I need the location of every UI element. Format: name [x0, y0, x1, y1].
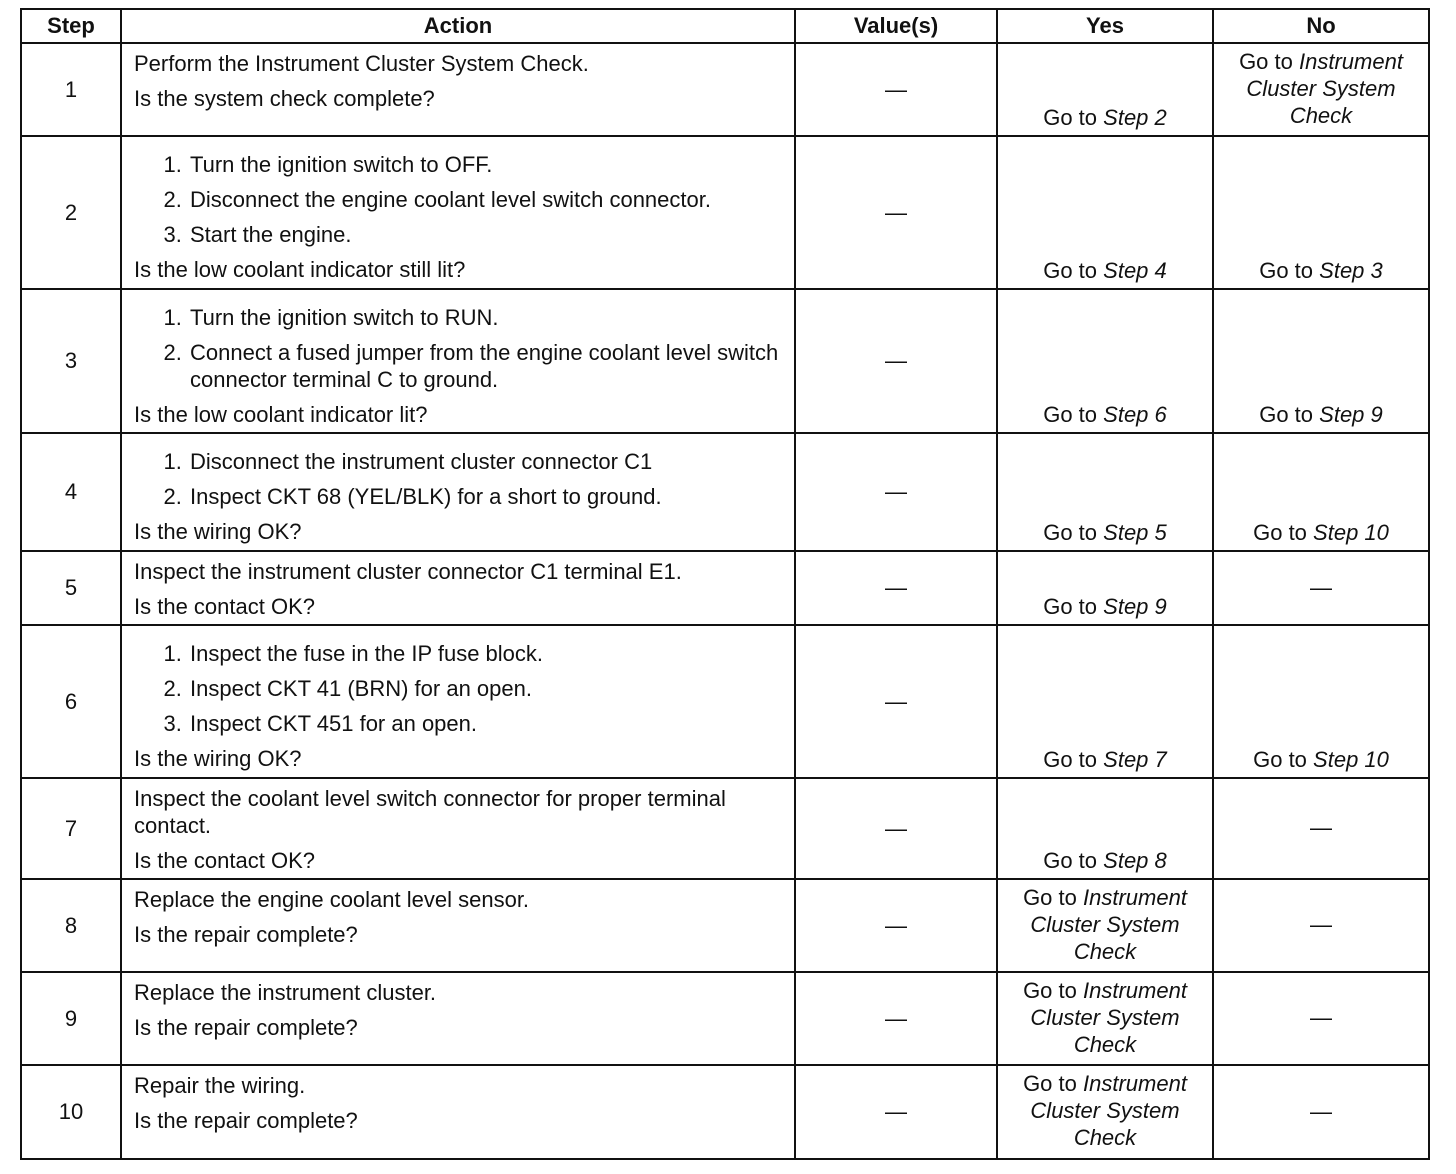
- yes-cell: [997, 972, 1213, 1065]
- action-question: Is the repair complete?: [134, 1108, 358, 1133]
- no-cell: [1213, 625, 1429, 778]
- step-number: 9: [21, 972, 121, 1065]
- step-number: 1: [21, 43, 121, 136]
- value-cell: —: [795, 972, 997, 1065]
- action-text: Replace the instrument cluster.: [134, 980, 437, 1005]
- no-cell: —: [1213, 551, 1429, 625]
- yes-target: Step 4: [1103, 258, 1167, 283]
- action-cell: [121, 433, 795, 551]
- action-text: Inspect the coolant level switch connector for proper terminal contact.: [134, 786, 726, 838]
- action-step: 1. Disconnect the instrument cluster connector C1: [188, 448, 784, 475]
- action-step: 1. Inspect the fuse in the IP fuse block.: [188, 640, 784, 667]
- action-question: Is the contact OK?: [134, 848, 315, 873]
- header-step: Step: [21, 9, 121, 43]
- action-step: 1. Turn the ignition switch to RUN.: [188, 304, 784, 331]
- goto-label: Go to: [1043, 747, 1098, 772]
- action-question: Is the wiring OK?: [134, 519, 302, 544]
- no-cell: [1213, 136, 1429, 289]
- yes-cell: [997, 551, 1213, 625]
- no-cell: —: [1213, 879, 1429, 972]
- yes-cell: [997, 289, 1213, 433]
- header-action: Action: [121, 9, 795, 43]
- step-number: 4: [21, 433, 121, 551]
- header-values: Value(s): [795, 9, 997, 43]
- action-question: Is the repair complete?: [134, 922, 358, 947]
- no-target: Step 3: [1319, 258, 1383, 283]
- no-cell: [1213, 433, 1429, 551]
- no-cell: [1213, 43, 1429, 136]
- goto-label: Go to: [1043, 402, 1098, 427]
- value-cell: —: [795, 1065, 997, 1159]
- step-number: 7: [21, 778, 121, 879]
- step-number: 2: [21, 136, 121, 289]
- goto-label: Go to: [1043, 258, 1098, 283]
- no-target: Instrument Cluster System Check: [1246, 49, 1403, 128]
- table-row: [21, 972, 1429, 1065]
- value-cell: —: [795, 625, 997, 778]
- action-question: Is the system check complete?: [134, 86, 435, 111]
- yes-target: Step 2: [1103, 105, 1167, 130]
- yes-target: Step 6: [1103, 402, 1167, 427]
- action-question: Is the contact OK?: [134, 594, 315, 619]
- table-row: [21, 551, 1429, 625]
- yes-target: Instrument Cluster System Check: [1030, 1071, 1187, 1150]
- action-cell: [121, 551, 795, 625]
- action-step: 2. Connect a fused jumper from the engine coolant level switch connector terminal C to ground.: [188, 339, 784, 393]
- action-cell: [121, 879, 795, 972]
- action-question: Is the low coolant indicator still lit?: [134, 257, 466, 282]
- step-number: 10: [21, 1065, 121, 1159]
- action-steps: [134, 151, 784, 248]
- action-cell: [121, 625, 795, 778]
- goto-label: Go to: [1043, 594, 1098, 619]
- action-text: Repair the wiring.: [134, 1073, 306, 1098]
- action-text: Replace the engine coolant level sensor.: [134, 887, 530, 912]
- action-steps: [134, 640, 784, 737]
- step-number: 3: [21, 289, 121, 433]
- yes-target: Instrument Cluster System Check: [1030, 885, 1187, 964]
- yes-cell: [997, 433, 1213, 551]
- value-cell: —: [795, 778, 997, 879]
- step-number: 6: [21, 625, 121, 778]
- goto-label: Go to: [1023, 978, 1077, 1003]
- goto-label: Go to: [1043, 848, 1098, 873]
- yes-cell: [997, 136, 1213, 289]
- no-cell: —: [1213, 972, 1429, 1065]
- yes-cell: [997, 879, 1213, 972]
- action-steps: [134, 448, 784, 510]
- yes-target: Step 5: [1103, 520, 1167, 545]
- value-cell: —: [795, 551, 997, 625]
- value-cell: —: [795, 43, 997, 136]
- table-row: [21, 136, 1429, 289]
- goto-label: Go to: [1253, 520, 1307, 545]
- goto-label: Go to: [1043, 520, 1098, 545]
- value-cell: —: [795, 289, 997, 433]
- table-row: [21, 43, 1429, 136]
- table-row: [21, 625, 1429, 778]
- action-text: Perform the Instrument Cluster System Check.: [134, 51, 589, 76]
- action-question: Is the repair complete?: [134, 1015, 358, 1040]
- no-target: Step 10: [1313, 520, 1389, 545]
- goto-label: Go to: [1259, 402, 1314, 427]
- goto-label: Go to: [1043, 105, 1098, 130]
- yes-target: Step 7: [1103, 747, 1167, 772]
- table-row: [21, 289, 1429, 433]
- action-cell: [121, 972, 795, 1065]
- action-cell: [121, 1065, 795, 1159]
- yes-cell: [997, 43, 1213, 136]
- action-question: Is the low coolant indicator lit?: [134, 402, 428, 427]
- yes-cell: [997, 778, 1213, 879]
- goto-label: Go to: [1253, 747, 1307, 772]
- action-cell: [121, 43, 795, 136]
- no-target: Step 9: [1319, 402, 1383, 427]
- action-cell: [121, 778, 795, 879]
- action-steps: [134, 304, 784, 393]
- table-row: [21, 433, 1429, 551]
- header-yes: Yes: [997, 9, 1213, 43]
- action-step: 2. Disconnect the engine coolant level switch connector.: [188, 186, 784, 213]
- goto-label: Go to: [1239, 49, 1293, 74]
- step-number: 5: [21, 551, 121, 625]
- action-step: 2. Inspect CKT 68 (YEL/BLK) for a short to ground.: [188, 483, 784, 510]
- action-text: Inspect the instrument cluster connector C1 terminal E1.: [134, 559, 682, 584]
- action-step: 3. Start the engine.: [188, 221, 784, 248]
- action-question: Is the wiring OK?: [134, 746, 302, 771]
- value-cell: —: [795, 136, 997, 289]
- action-cell: [121, 289, 795, 433]
- no-cell: [1213, 289, 1429, 433]
- action-step: 2. Inspect CKT 41 (BRN) for an open.: [188, 675, 784, 702]
- goto-label: Go to: [1023, 1071, 1077, 1096]
- header-no: No: [1213, 9, 1429, 43]
- yes-target: Step 8: [1103, 848, 1167, 873]
- action-step: 1. Turn the ignition switch to OFF.: [188, 151, 784, 178]
- action-cell: [121, 136, 795, 289]
- no-target: Step 10: [1313, 747, 1389, 772]
- value-cell: —: [795, 433, 997, 551]
- action-step: 3. Inspect CKT 451 for an open.: [188, 710, 784, 737]
- goto-label: Go to: [1259, 258, 1314, 283]
- table-row: [21, 879, 1429, 972]
- goto-label: Go to: [1023, 885, 1077, 910]
- header-row: [21, 9, 1429, 43]
- table-row: [21, 1065, 1429, 1159]
- step-number: 8: [21, 879, 121, 972]
- value-cell: —: [795, 879, 997, 972]
- yes-target: Step 9: [1103, 594, 1167, 619]
- yes-cell: [997, 1065, 1213, 1159]
- table-row: [21, 778, 1429, 879]
- diagnostic-table: [20, 8, 1430, 1160]
- yes-cell: [997, 625, 1213, 778]
- no-cell: —: [1213, 778, 1429, 879]
- no-cell: —: [1213, 1065, 1429, 1159]
- yes-target: Instrument Cluster System Check: [1030, 978, 1187, 1057]
